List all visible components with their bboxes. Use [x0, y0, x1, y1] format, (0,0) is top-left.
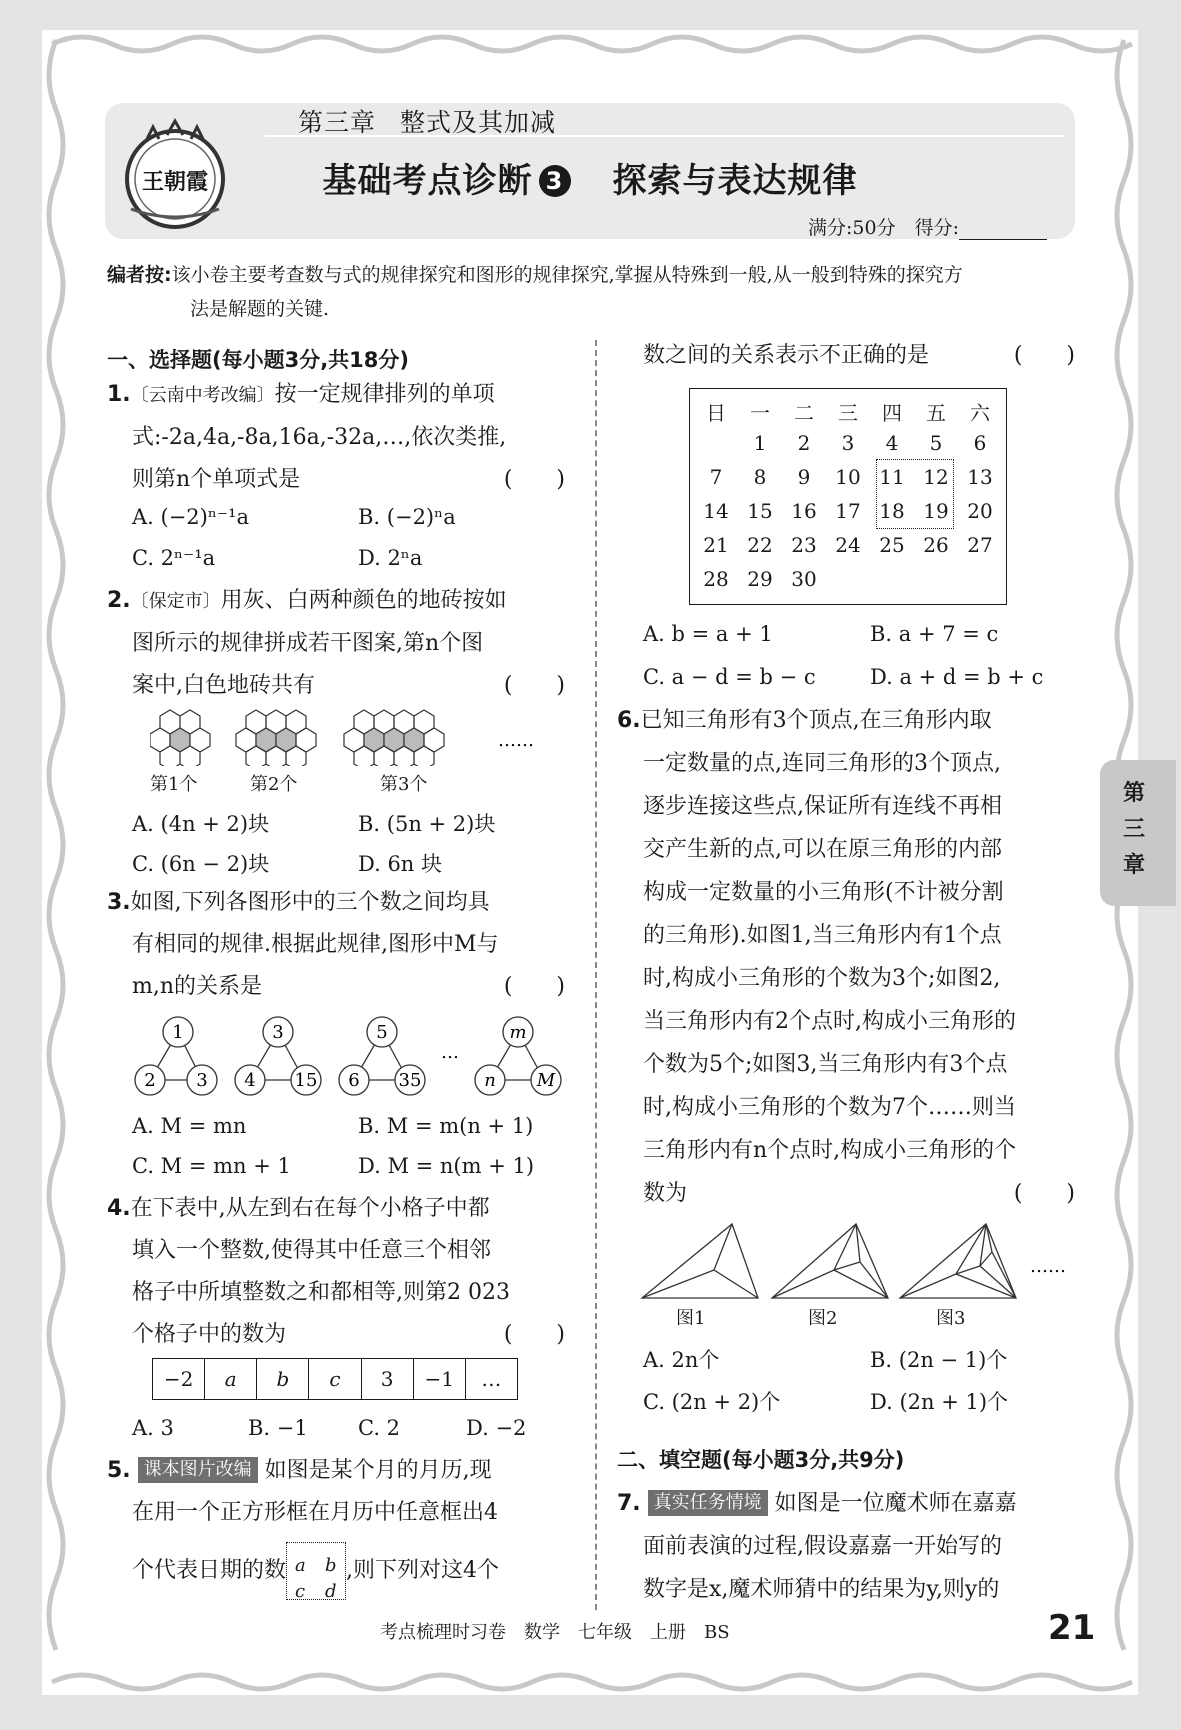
- q6-option-d[interactable]: D. (2n + 1)个: [870, 1390, 1009, 1414]
- tri1-left: 2: [144, 1070, 156, 1091]
- tri2-left: 4: [244, 1070, 256, 1091]
- q1-option-c[interactable]: C. 2ⁿ⁻¹a: [132, 546, 216, 570]
- number-sequence-table: [152, 1358, 518, 1400]
- cal-day: 22: [747, 533, 773, 557]
- cal-day: 25: [879, 533, 905, 557]
- answer-paren[interactable]: ( ): [1013, 1181, 1075, 1206]
- q2-option-a[interactable]: A. (4n + 2)块: [132, 812, 270, 836]
- section-heading-choice: 一、选择题(每小题3分,共18分): [107, 348, 410, 372]
- cal-day: 18: [879, 499, 905, 523]
- cal-header: 日: [706, 401, 726, 425]
- cal-day: 12: [923, 465, 949, 489]
- q5-option-a[interactable]: A. b = a + 1: [643, 622, 773, 646]
- cal-day: 10: [835, 465, 861, 489]
- abcd-box: a b c d: [286, 1542, 346, 1600]
- question-5: 5. 课本图片改编 如图是某个月的月历,现 在用一个正方形框在月历中任意框出4 个代表日期的数 a b c d ,则下列对这4个: [107, 1458, 500, 1602]
- cal-day: 26: [923, 533, 949, 557]
- q2-option-d[interactable]: D. 6n 块: [358, 852, 442, 876]
- fig-ellipsis: ……: [498, 730, 534, 751]
- q5-option-c[interactable]: C. a − d = b − c: [643, 665, 816, 689]
- answer-paren[interactable]: ( ): [503, 673, 565, 698]
- cal-header: 一: [750, 401, 770, 425]
- page-number: 21: [1048, 1608, 1096, 1648]
- cal-header: 二: [794, 401, 814, 425]
- cal-day: 16: [791, 499, 817, 523]
- cal-day: 13: [967, 465, 993, 489]
- chapter-heading: 第三章 整式及其加减: [298, 108, 557, 137]
- cal-header: 四: [882, 401, 902, 425]
- question-2: 2.〔保定市〕用灰、白两种颜色的地砖按如 图所示的规律拼成若干图案,第n个图 案中,白色地砖共有 ( ): [107, 580, 565, 707]
- answer-paren[interactable]: ( ): [1013, 343, 1075, 368]
- q3-option-b[interactable]: B. M = m(n + 1): [358, 1114, 534, 1138]
- footer-text: 考点梳理时习卷 数学 七年级 上册 BS: [380, 1622, 730, 1643]
- question-6: 6.已知三角形有3个顶点,在三角形内取 一定数量的点,连同三角形的3个顶点, 逐步连接这些点,保证所有连线不再相 交产生新的点,可以在原三角形的内部 构成一定数量的小三角形(不计被分割 的三角形).如图1,当三角形内有1个点 时,构成小三角形的个数为3个;如图2, 当三角形内有2个点时,构成小三角形的 个数为5个;如图3,当三角形内有3个点 时,构成小三角形的个数为7个……则当 三角形内有n个点时,构成小三角形的个 数为 ( ): [617, 699, 1075, 1215]
- fig-label-2: 第2个: [250, 774, 298, 795]
- question-5-continued: 数之间的关系表示不正确的是 ( ): [643, 335, 1075, 377]
- q3-option-c[interactable]: C. M = mn + 1: [132, 1154, 291, 1178]
- question-1: 1.〔云南中考改编〕按一定规律排列的单项 式:-2a,4a,-8a,16a,-32a,…,依次类推, 则第n个单项式是 ( ): [107, 374, 565, 501]
- q4-option-b[interactable]: B. −1: [248, 1416, 308, 1440]
- cal-day: 14: [703, 499, 729, 523]
- q5-option-b[interactable]: B. a + 7 = c: [870, 622, 999, 646]
- cal-day: 3: [841, 431, 855, 455]
- cal-day: 19: [923, 499, 949, 523]
- chapter-side-tab[interactable]: 第 三 章: [1100, 760, 1176, 906]
- editor-note: 编者按:该小卷主要考查数与式的规律探究和图形的规律探究,掌握从特殊到一般,从一般到特殊的探究方 法是解题的关键.: [107, 264, 963, 320]
- tri3-right: 35: [398, 1070, 422, 1091]
- cal-day: 1: [753, 431, 767, 455]
- score-line: 满分:50分 得分:: [808, 213, 1047, 240]
- tri3-top: 5: [376, 1022, 388, 1043]
- cal-day: 7: [709, 465, 723, 489]
- tri1-top: 1: [172, 1022, 184, 1043]
- question-7: 7. 真实任务情境 如图是一位魔术师在嘉嘉 面前表演的过程,假设嘉嘉一开始写的 数字是x,魔术师猜中的结果为y,则y的: [617, 1491, 1017, 1602]
- tri4-left: n: [484, 1070, 496, 1091]
- answer-paren[interactable]: ( ): [503, 467, 565, 492]
- cal-day: 24: [835, 533, 861, 557]
- cal-day: 17: [835, 499, 861, 523]
- answer-paren[interactable]: ( ): [503, 1322, 565, 1347]
- cal-day: 28: [703, 567, 729, 591]
- seq-cell: c: [309, 1359, 361, 1399]
- q3-option-a[interactable]: A. M = mn: [132, 1114, 247, 1138]
- q1-option-d[interactable]: D. 2ⁿa: [358, 546, 423, 570]
- q3-option-d[interactable]: D. M = n(m + 1): [358, 1154, 535, 1178]
- section-heading-fill: 二、填空题(每小题3分,共9分): [617, 1448, 905, 1472]
- seq-cell: …: [481, 1367, 502, 1391]
- calendar: [689, 388, 1007, 605]
- fig-label-2: 图2: [808, 1308, 838, 1329]
- q2-option-c[interactable]: C. (6n − 2)块: [132, 852, 270, 876]
- cal-day: 8: [753, 465, 767, 489]
- fig-label-1: 图1: [676, 1308, 706, 1329]
- cal-day: 5: [929, 431, 943, 455]
- q4-option-c[interactable]: C. 2: [358, 1416, 401, 1440]
- cal-day: 29: [747, 567, 773, 591]
- page-title: 基础考点诊断 3 探索与表达规律: [322, 161, 858, 201]
- header: [105, 103, 1075, 239]
- score-blank[interactable]: [959, 221, 1047, 240]
- fig-label-3: 图3: [936, 1308, 966, 1329]
- q1-option-a[interactable]: A. (−2)ⁿ⁻¹a: [132, 505, 249, 529]
- cal-day: 27: [967, 533, 993, 557]
- q4-option-d[interactable]: D. −2: [466, 1416, 527, 1440]
- cal-day: 6: [973, 431, 987, 455]
- seq-cell: 3: [362, 1359, 414, 1399]
- tri3-left: 6: [348, 1070, 360, 1091]
- q6-option-c[interactable]: C. (2n + 2)个: [643, 1390, 781, 1414]
- fig-label-3: 第3个: [380, 774, 428, 795]
- q5-option-d[interactable]: D. a + d = b + c: [870, 665, 1044, 689]
- triangle-number-figure: [128, 1012, 568, 1097]
- tag-textbook-adapted: 课本图片改编: [138, 1457, 258, 1483]
- tri1-right: 3: [196, 1070, 208, 1091]
- cal-day: 30: [791, 567, 817, 591]
- cal-header: 三: [838, 401, 858, 425]
- tri2-right: 15: [294, 1070, 318, 1091]
- q2-option-b[interactable]: B. (5n + 2)块: [358, 812, 496, 836]
- logo-text: 王朝霞: [141, 169, 209, 195]
- cal-day: 21: [703, 533, 729, 557]
- tag-real-task: 真实任务情境: [648, 1490, 768, 1516]
- question-4: 4.在下表中,从左到右在每个小格子中都 填入一个整数,使得其中任意三个相邻 格子中所填整数之和都相等,则第2 023 个格子中的数为 ( ): [107, 1188, 565, 1356]
- cal-day: 15: [747, 499, 773, 523]
- q1-option-b[interactable]: B. (−2)ⁿa: [358, 505, 456, 529]
- cal-day: 11: [879, 465, 905, 489]
- triangle-division-figure: [640, 1222, 1080, 1302]
- seq-cell: a: [205, 1359, 257, 1399]
- column-divider: [595, 340, 597, 1610]
- seq-cell: −2: [153, 1359, 205, 1399]
- question-3: 3.如图,下列各图形中的三个数之间均具 有相同的规律.根据此规律,图形中M与 m,n的关系是 ( ): [107, 882, 565, 1008]
- fig-label-1: 第1个: [150, 774, 198, 795]
- answer-paren[interactable]: ( ): [503, 974, 565, 999]
- cal-day: 9: [797, 465, 811, 489]
- tri4-top: m: [509, 1022, 527, 1043]
- seq-cell: −1: [414, 1359, 466, 1399]
- cal-header: 六: [970, 401, 990, 425]
- q6-option-b[interactable]: B. (2n − 1)个: [870, 1348, 1008, 1372]
- seq-cell: b: [257, 1359, 309, 1399]
- tri2-top: 3: [272, 1022, 284, 1043]
- cal-day: 2: [797, 431, 811, 455]
- tri4-right: M: [536, 1070, 556, 1091]
- q4-option-a[interactable]: A. 3: [132, 1416, 174, 1440]
- cal-day: 4: [885, 431, 899, 455]
- cal-day: 20: [967, 499, 993, 523]
- q6-option-a[interactable]: A. 2n个: [643, 1348, 720, 1372]
- selection-frame: [876, 459, 954, 529]
- cal-day: 23: [791, 533, 817, 557]
- hexagon-tiles-figure: [150, 708, 550, 766]
- tri-ellipsis: …: [441, 1042, 459, 1063]
- cal-header: 五: [926, 401, 946, 425]
- fig-ellipsis: ……: [1030, 1256, 1066, 1277]
